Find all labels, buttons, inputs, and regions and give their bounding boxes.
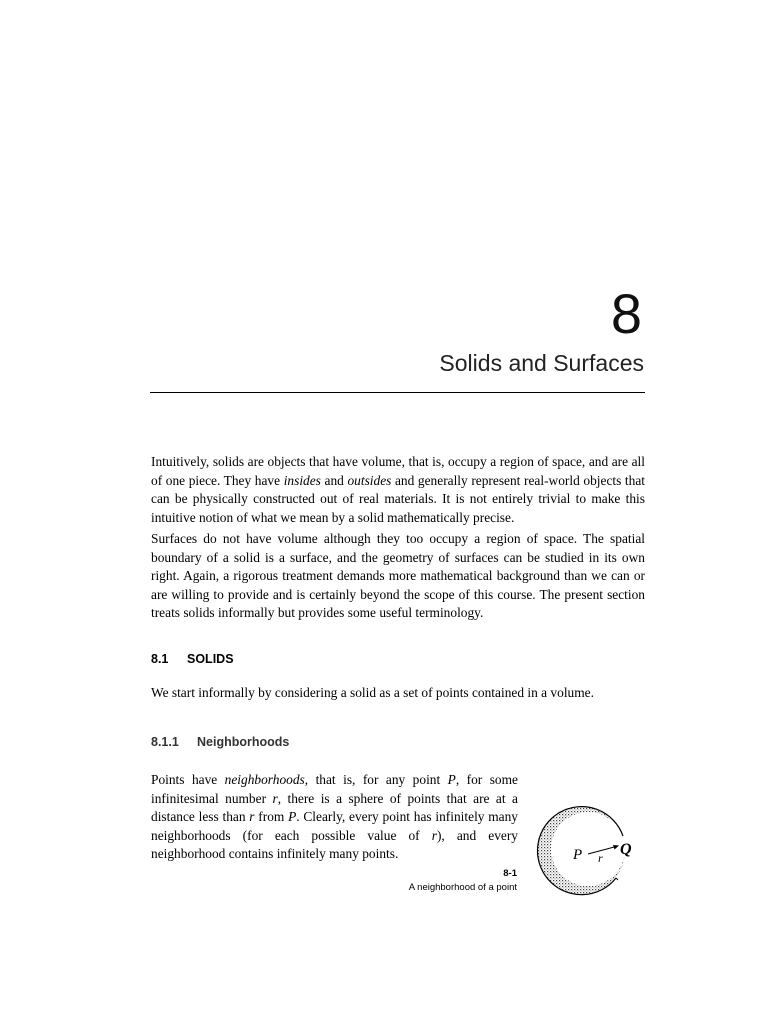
chapter-title: Solids and Surfaces: [439, 350, 644, 376]
subsection-title: Neighborhoods: [197, 735, 290, 749]
title-divider: [150, 392, 645, 393]
section-intro-paragraph: We start informally by considering a solid as a set of points contained in a volume.: [151, 685, 594, 700]
intro-paragraph-surfaces: Surfaces do not have volume although they too occupy a region of space. The spatial boundary of a solid is a surface, and the geometry of surfaces can be studied in its own right. Again, a rigorous treatment demands more mathematical background than we can or are willing to provide and is certainly beyond the scope of this course. The present section treats solids informally but provides some useful terminology.: [151, 531, 645, 621]
section-number: 8.1: [151, 652, 169, 666]
emphasis-text: r: [272, 790, 278, 806]
emphasis-text: r: [431, 827, 437, 843]
section-heading: [151, 652, 234, 666]
emphasis-text: P: [288, 809, 297, 825]
emphasis-text: insides: [283, 472, 321, 488]
section-title: SOLIDS: [187, 652, 234, 666]
figure-caption: A neighborhood of a point: [408, 882, 517, 893]
point-q-label: Q: [620, 841, 632, 858]
figure-number: 8-1: [503, 868, 517, 879]
emphasis-text: outsides: [347, 472, 392, 488]
radius-label: r: [598, 851, 603, 865]
neighborhood-figure: [532, 802, 638, 898]
subsection-number: 8.1.1: [151, 735, 179, 749]
neighborhoods-paragraph: Points have neighborhoods, that is, for any point P, for some infinitesimal number r, there is a sphere of points that are at a distance less than r from P. Clearly, every point has infinitely many neighborhoods (for each possible value of r), and every neighborhood contains infinitely many points.: [151, 772, 518, 862]
emphasis-text: P: [447, 772, 456, 787]
intro-paragraph-solids: Intuitively, solids are objects that have volume, that is, occupy a region of space, and are all of one piece. They have insides and outsides and generally represent real-world objects that can be physically constructed out of real materials. It is not entirely trivial to make this intuitive notion of what we mean by a solid mathematically precise.: [151, 454, 646, 525]
chapter-number: 8: [610, 282, 642, 345]
subsection-heading: [151, 735, 289, 749]
emphasis-text: neighborhoods: [224, 772, 305, 787]
emphasis-text: r: [249, 809, 255, 825]
point-p-label: P: [573, 847, 583, 863]
